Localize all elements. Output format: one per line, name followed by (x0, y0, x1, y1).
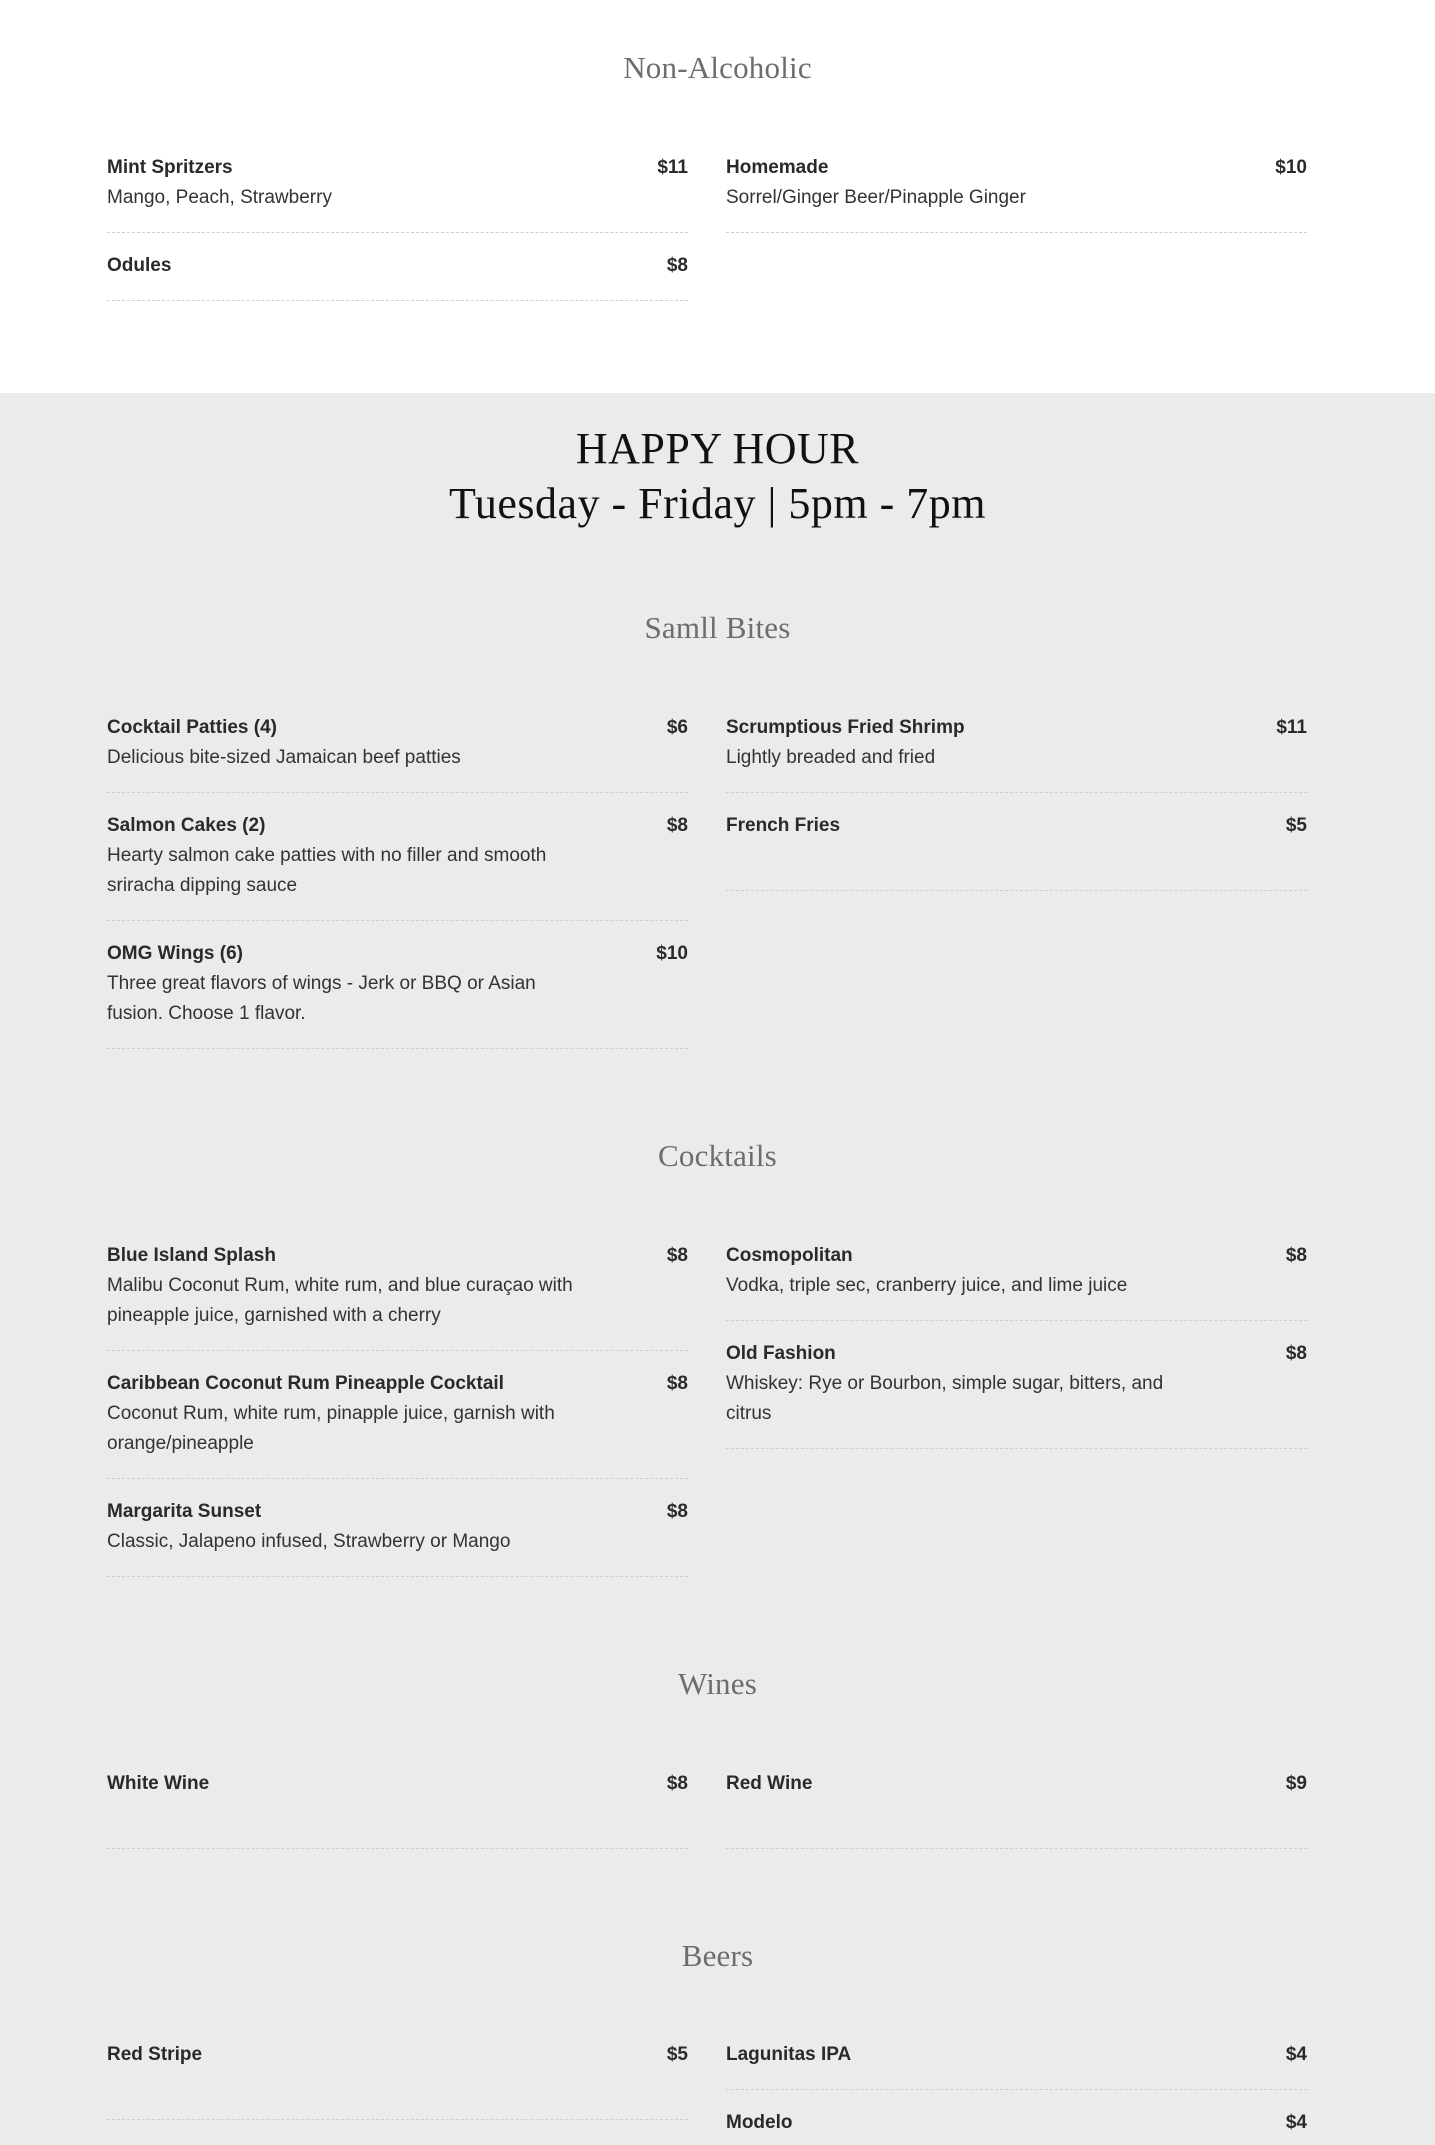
item-price: $9 (1285, 1773, 1307, 1794)
item-price: $5 (1285, 815, 1307, 836)
item-name: Odules (107, 255, 172, 276)
item-name: Cocktail Patties (4) (107, 717, 277, 738)
item-description: Malibu Coconut Rum, white rum, and blue curaçao with pineapple juice, garnished with a cherry (107, 1275, 573, 1326)
item-price: $4 (1285, 2044, 1307, 2065)
item-name: French Fries (726, 815, 841, 836)
item-description: Three great flavors of wings - Jerk or BBQ or Asian fusion. Choose 1 flavor. (107, 973, 536, 1024)
menu-item-caribbean-coconut (107, 1371, 688, 1479)
section-title-non-alcoholic: Non-Alcoholic (623, 50, 812, 85)
item-name: Margarita Sunset (107, 1501, 262, 1522)
item-name: White Wine (107, 1773, 210, 1794)
menu-item-old-fashion (726, 1341, 1307, 1449)
item-price: $8 (666, 1773, 688, 1794)
menu-item-margarita-sunset (107, 1499, 688, 1577)
item-price: $8 (1285, 1343, 1307, 1364)
section-title-beers: Beers (681, 1938, 754, 1973)
section-title-wines: Wines (678, 1666, 757, 1701)
item-name: Blue Island Splash (107, 1245, 276, 1266)
item-description: Lightly breaded and fried (726, 747, 936, 768)
menu-item-homemade (726, 155, 1307, 233)
menu-item-red-stripe (107, 2042, 688, 2120)
item-price: $4 (1285, 2112, 1307, 2133)
item-price: $6 (666, 717, 688, 738)
item-price: $10 (656, 943, 688, 964)
menu-item-white-wine (107, 1771, 688, 1849)
item-description: Mango, Peach, Strawberry (107, 187, 332, 208)
happy-hour-title: HAPPY HOUR (575, 424, 860, 473)
section-title-cocktails: Cocktails (658, 1138, 777, 1173)
item-name: Lagunitas IPA (726, 2044, 852, 2065)
menu-item-french-fries (726, 813, 1307, 891)
item-price: $8 (666, 1501, 688, 1522)
item-name: Red Wine (726, 1773, 813, 1794)
menu-item-omg-wings (107, 941, 688, 1049)
item-description: Vodka, triple sec, cranberry juice, and lime juice (726, 1275, 1128, 1296)
menu-item-mint-spritzers (107, 155, 688, 233)
item-price: $11 (657, 157, 688, 178)
item-description: Sorrel/Ginger Beer/Pinapple Ginger (726, 187, 1026, 208)
menu-item-fried-shrimp (726, 715, 1307, 793)
item-name: Modelo (726, 2112, 793, 2133)
non-alcoholic-section (0, 0, 1435, 393)
item-price: $8 (1285, 1245, 1307, 1266)
menu-item-cocktail-patties (107, 715, 688, 793)
menu-item-cosmopolitan (726, 1243, 1307, 1321)
menu-item-blue-island-splash (107, 1243, 688, 1351)
item-price: $8 (666, 1245, 688, 1266)
item-name: Scrumptious Fried Shrimp (726, 717, 965, 738)
item-name: Salmon Cakes (2) (107, 815, 266, 836)
menu-item-salmon-cakes (107, 813, 688, 921)
item-price: $10 (1275, 157, 1307, 178)
item-description: Coconut Rum, white rum, pinapple juice, garnish with orange/pineapple (107, 1403, 555, 1454)
item-name: Mint Spritzers (107, 157, 233, 178)
item-name: Old Fashion (726, 1343, 836, 1364)
item-name: OMG Wings (6) (107, 943, 243, 964)
item-name: Homemade (726, 157, 829, 178)
item-description: Delicious bite-sized Jamaican beef patties (107, 747, 461, 768)
menu-item-red-wine (726, 1771, 1307, 1849)
item-price: $8 (666, 255, 688, 276)
item-price: $11 (1276, 717, 1307, 738)
item-name: Cosmopolitan (726, 1245, 853, 1266)
item-description: Hearty salmon cake patties with no filler and smooth sriracha dipping sauce (107, 845, 547, 896)
happy-hour-section (0, 393, 1435, 2145)
menu-item-lagunitas-ipa (726, 2042, 1307, 2090)
menu-item-modelo (726, 2110, 1307, 2145)
item-name: Caribbean Coconut Rum Pineapple Cocktail (107, 1373, 504, 1394)
menu-item-odules (107, 253, 688, 301)
section-title-small-bites: Samll Bites (644, 610, 791, 645)
item-price: $8 (666, 1373, 688, 1394)
item-description: Classic, Jalapeno infused, Strawberry or Mango (107, 1531, 511, 1552)
item-price: $8 (666, 815, 688, 836)
item-description: Whiskey: Rye or Bourbon, simple sugar, bitters, and citrus (726, 1373, 1164, 1424)
happy-hour-schedule: Tuesday - Friday | 5pm - 7pm (449, 479, 986, 528)
item-price: $5 (666, 2044, 688, 2065)
item-name: Red Stripe (107, 2044, 203, 2065)
